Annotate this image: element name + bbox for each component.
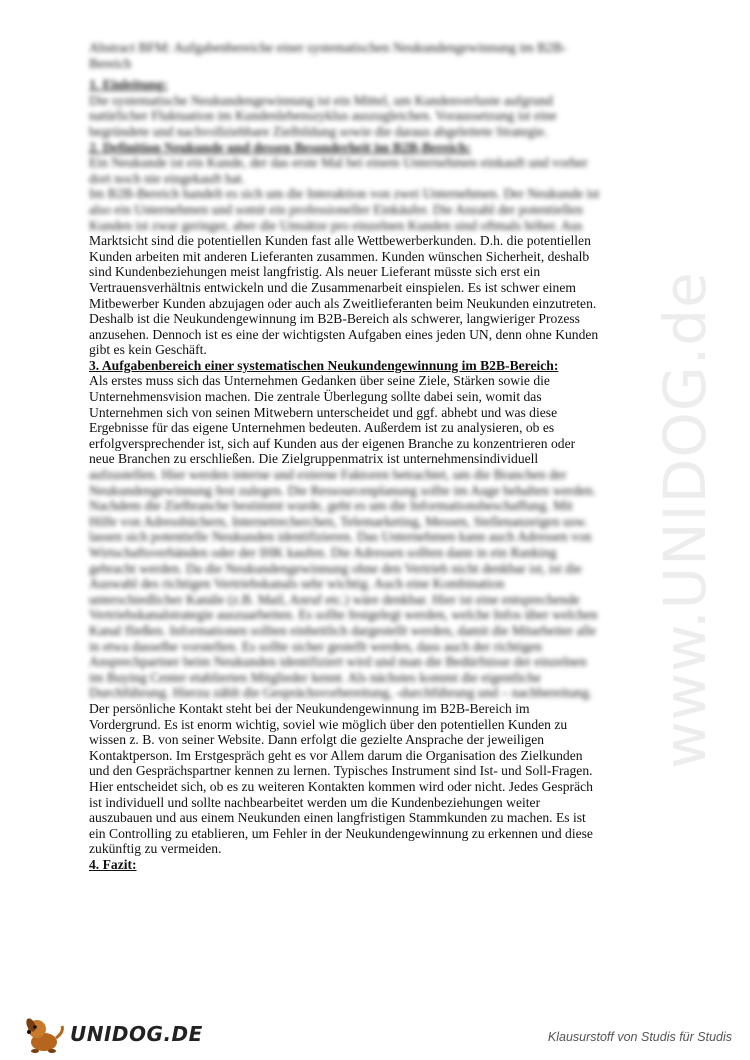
footer-tagline: Klausurstoff von Studis für Studis	[547, 1030, 732, 1044]
body-text-line: ist individuell und sollte nachbearbeitet werden um die Kundenbeziehungen weiter	[89, 794, 541, 810]
body-text-line: sind Kundenbeziehungen meist langfristig. Als neuer Lieferant müsste sich erst ein	[89, 264, 541, 280]
body-text-line: auszubauen und aus einem Neukunden einen langfristigen Stammkunden zu machen. Es ist	[89, 810, 586, 826]
body-text-line: im Buying Center etablierten Mitglieder kennt. Als nächstes kommt die eigentliche	[89, 669, 541, 685]
dog-mascot-icon	[22, 1012, 66, 1056]
body-text-line: aufzustellen. Hier werden interne und externe Faktoren betrachtet, um die Branchen der	[89, 467, 567, 483]
body-text-line: Die systematische Neukundengewinnung ist ein Mittel, um Kundenverluste aufgrund	[89, 92, 553, 108]
body-text-line: in etwa dasselbe vorstellen. Es sollte sicher gestellt werden, dass auch der richtigen	[89, 638, 542, 654]
body-text-line: Kontaktperson. Im Erstgespräch geht es vor Allem darum die Organisation des Zielkunden	[89, 747, 583, 763]
body-text-line: Neukundengewinnung fest zulegen. Die Ressourcenplanung sollte im Auge behalten werden.	[89, 482, 596, 498]
body-text-line: Unternehmensvision machen. Die zentrale Überlegung sollte dabei sein, womit das	[89, 389, 542, 405]
body-text-line: anzusehen. Dennoch ist es eine der wichtigsten Aufgaben eines jeden UN, denn ohne Kunden	[89, 326, 599, 342]
section-heading: 3. Aufgabenbereich einer systematischen Neukundengewinnung im B2B-Bereich:	[89, 357, 559, 373]
section-heading: 2. Definition Neukunde und dessen Besonderheit im B2B-Bereich:	[89, 139, 471, 155]
body-text-line: Im B2B-Bereich handelt es sich um die Interaktion von zwei Unternehmen. Der Neukunde ist	[89, 186, 600, 202]
title-line: Bereich	[89, 55, 132, 71]
body-text-line: Wirtschaftsverbänden oder der IHK kaufen. Die Adressen sollten dann in ein Ranking	[89, 545, 557, 560]
body-text-line: Ansprechpartner beim Neukunden identifiziert wird und man die Bedürfnisse der einzelnen	[89, 654, 587, 670]
body-text-line: natürlicher Fluktuation im Kundenlebenszyklus auszugleichen. Voraussetzung ist eine	[89, 108, 557, 124]
body-text-line: gebracht werden. Da die Neukundengewinnung ohne den Vertrieb nicht denkbar ist, ist die	[89, 560, 582, 576]
body-text-line: erfolgversprechender ist, sich auf Kunden aus der eigenen Branche zu konzentrieren oder	[89, 435, 576, 451]
body-text-line: Mitbewerber Kunden abzujagen oder auch als Zweitlieferanten beim Neukunden einzutreten.	[89, 295, 597, 311]
body-text-line: neue Branchen zu erschließen. Die Zielgruppenmatrix ist unternehmensindividuell	[89, 451, 539, 467]
body-text-line: begründete und nachvollziehbare Zielbildung sowie die daraus abgeleitete Strategie.	[89, 123, 548, 139]
document-title	[89, 40, 689, 77]
body-text-line: Auswahl des richtigen Vertriebskanals sehr wichtig. Auch eine Kombination	[89, 576, 505, 592]
body-text-line: Durchführung. Hierzu zählt die Gesprächsvorbereitung, -durchführung und – nachbereitung.	[89, 685, 593, 701]
document-body	[89, 77, 689, 872]
watermark-text: www.UNIDOG.de	[651, 271, 719, 769]
body-text-line: wissen z. B. von seiner Website. Dann erfolgt die gezielte Ansprache der jeweiligen	[89, 732, 545, 748]
body-text-line: Marktsicht sind die potentiellen Kunden fast alle Wettbewerberkunden. D.h. die potentiellen	[89, 233, 591, 249]
unidog-logo[interactable]	[22, 1012, 203, 1056]
body-text-line: Vertriebskanalstrategie auszuarbeiten. Es sollte festgelegt werden, welche Infos über welchen	[89, 607, 598, 623]
body-text-line: Kanal fließen. Informationen sollten einheitlich dargestellt werden, damit die Mitarbeiter alle	[89, 622, 597, 638]
body-text-line: lassen sich potentielle Neukunden identifizieren. Das Unternehmen kann auch Adressen von	[89, 529, 592, 545]
body-text-line: ein Controlling zu etablieren, um Fehler in der Neukundengewinnung zu erkennen und diese	[89, 825, 593, 841]
body-text-line: Ergebnisse für das eigene Unternehmen bedeuten. Außerdem ist zu analysieren, ob es	[89, 420, 555, 436]
body-text-line: dort noch nie eingekauft hat.	[89, 170, 245, 186]
body-text-line: Nachdem die Zielbranche bestimmt wurde, geht es um die Informationsbeschaffung. Mit	[89, 498, 573, 514]
body-text-line: Ein Neukunde ist ein Kunde, der das erste Mal bei einem Unternehmen einkauft und vorher	[89, 155, 588, 171]
title-line: Abstract BFM: Aufgabenbereiche einer systematischen Neukundengewinnung im B2B-	[89, 40, 567, 55]
body-text-line: Der persönliche Kontakt steht bei der Neukundengewinnung im B2B-Bereich im	[89, 700, 530, 716]
body-text-line: unterschiedlicher Kanäle (z.B. Mail, Anruf etc.) wäre denkbar. Hier ist eine entsprechende	[89, 591, 580, 607]
body-text-line: Hier entscheidet sich, ob es zu weiteren Kontakten kommen wird oder nicht. Jedes Gespräch	[89, 778, 593, 794]
section-heading: 4. Fazit:	[89, 856, 137, 872]
section-heading: 1. Einleitung:	[89, 77, 168, 93]
logo-text: UNIDOG.DE	[70, 1022, 203, 1046]
body-text-line: Hilfe von Adressbüchern, Internetrecherchen, Telemarketing, Messen, Stellenanzeigen usw.	[89, 513, 588, 529]
document-page	[89, 40, 689, 872]
body-text-line: Deshalb ist die Neukundengewinnung im B2B-Bereich als schwerer, langwieriger Prozess	[89, 311, 580, 327]
body-text-line: Kunden ist zwar geringer, aber die Umsätze pro einzelnen Kunden sind oftmals höher. Aus	[89, 217, 583, 233]
body-text-line: Als erstes muss sich das Unternehmen Gedanken über seine Ziele, Stärken sowie die	[89, 373, 550, 389]
body-text-line: also ein Unternehmen und somit ein professioneller Einkäufer. Die Anzahl der potentiellen	[89, 201, 583, 217]
body-text-line: zukünftig zu vermeiden.	[89, 841, 222, 857]
body-text-line: gibt es kein Geschäft.	[89, 342, 207, 358]
body-text-line: Unternehmen sich von seinen Mitwebern unterscheidet und ggf. abhebt und was diese	[89, 404, 558, 420]
body-text-line: Vertrauensverhältnis entwickeln und die Zusammenarbeit einspielen. Es ist schwer einem	[89, 279, 576, 295]
body-text-line: und den Gesprächspartner kennen zu lernen. Typisches Instrument sind Ist- und Soll-Fragen.	[89, 763, 593, 779]
body-text-line: Vordergrund. Es ist enorm wichtig, soviel wie möglich über den potentiellen Kunden zu	[89, 716, 568, 732]
body-text-line: Kunden arbeiten mit anderen Lieferanten zusammen. Kunden wünschen Sicherheit, deshalb	[89, 248, 590, 264]
